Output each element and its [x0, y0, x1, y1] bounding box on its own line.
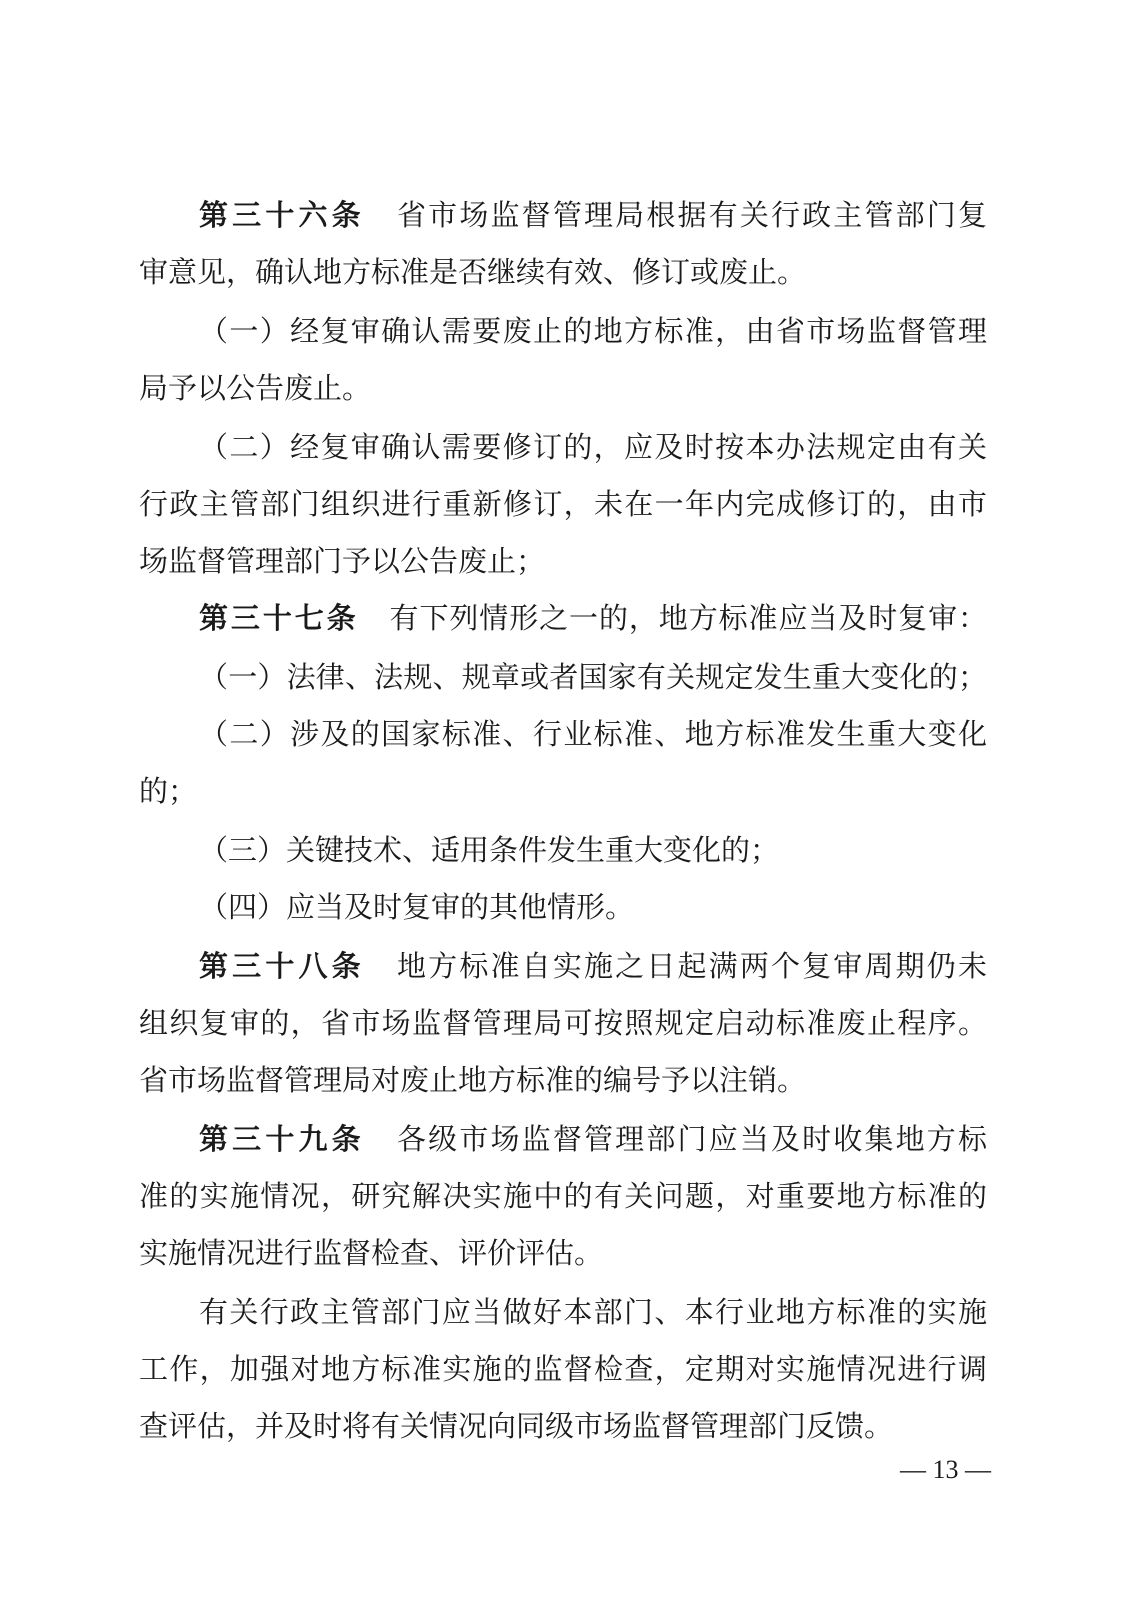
article-39-line-3: 实施情况进行监督检查、评价评估。 [139, 1236, 604, 1270]
article-38-line-1 [139, 936, 987, 996]
article-39-para-2-line-3: 查评估，并及时将有关情况向同级市场监督管理部门反馈。 [139, 1409, 894, 1443]
article-37-item-2-line-2: 的； [139, 774, 198, 808]
article-36-text: 省市场监督管理局根据有关行政主管部门复 [394, 198, 987, 232]
article-36-title: 第三十六条 [199, 198, 365, 232]
article-37-line-1 [139, 588, 987, 648]
article-36-line-1 [139, 185, 987, 245]
article-39-line-1 [139, 1109, 987, 1169]
article-37-item-2-line-1: （二）涉及的国家标准、行业标准、地方标准发生重大变化 [199, 717, 987, 751]
article-39-title: 第三十九条 [199, 1122, 365, 1156]
article-39-para-2-line-1: 有关行政主管部门应当做好本部门、本行业地方标准的实施 [199, 1295, 987, 1329]
article-39-text: 各级市场监督管理部门应当及时收集地方标 [394, 1122, 987, 1156]
article-37-item-3: （三）关键技术、适用条件发生重大变化的； [199, 833, 780, 867]
article-36-item-2-line-1: （二）经复审确认需要修订的，应及时按本办法规定由有关 [199, 430, 987, 464]
article-38-line-3: 省市场监督管理局对废止地方标准的编号予以注销。 [139, 1063, 807, 1097]
article-37-title: 第三十七条 [199, 601, 359, 635]
article-37-item-4: （四）应当及时复审的其他情形。 [199, 890, 635, 924]
article-36-line-2: 审意见，确认地方标准是否继续有效、修订或废止。 [139, 255, 807, 289]
article-37-text: 有下列情形之一的，地方标准应当及时复审： [388, 601, 987, 635]
page-number: — 13 — [900, 1455, 991, 1484]
article-39-para-2-line-2: 工作，加强对地方标准实施的监督检查，定期对实施情况进行调 [139, 1352, 987, 1386]
article-36-item-1-line-2: 局予以公告废止。 [139, 371, 372, 405]
article-36-item-1-line-1: （一）经复审确认需要废止的地方标准，由省市场监督管理 [199, 314, 987, 348]
article-37-item-1: （一）法律、法规、规章或者国家有关规定发生重大变化的； [199, 660, 987, 694]
article-39-line-2: 准的实施情况，研究解决实施中的有关问题，对重要地方标准的 [139, 1179, 987, 1213]
article-36-item-2-line-2: 行政主管部门组织进行重新修订，未在一年内完成修订的，由市 [139, 487, 987, 521]
article-38-text: 地方标准自实施之日起满两个复审周期仍未 [394, 949, 987, 983]
article-38-title: 第三十八条 [199, 949, 365, 983]
article-38-line-2: 组织复审的，省市场监督管理局可按照规定启动标准废止程序。 [139, 1006, 987, 1040]
article-36-item-2-line-3: 场监督管理部门予以公告废止； [139, 544, 546, 578]
